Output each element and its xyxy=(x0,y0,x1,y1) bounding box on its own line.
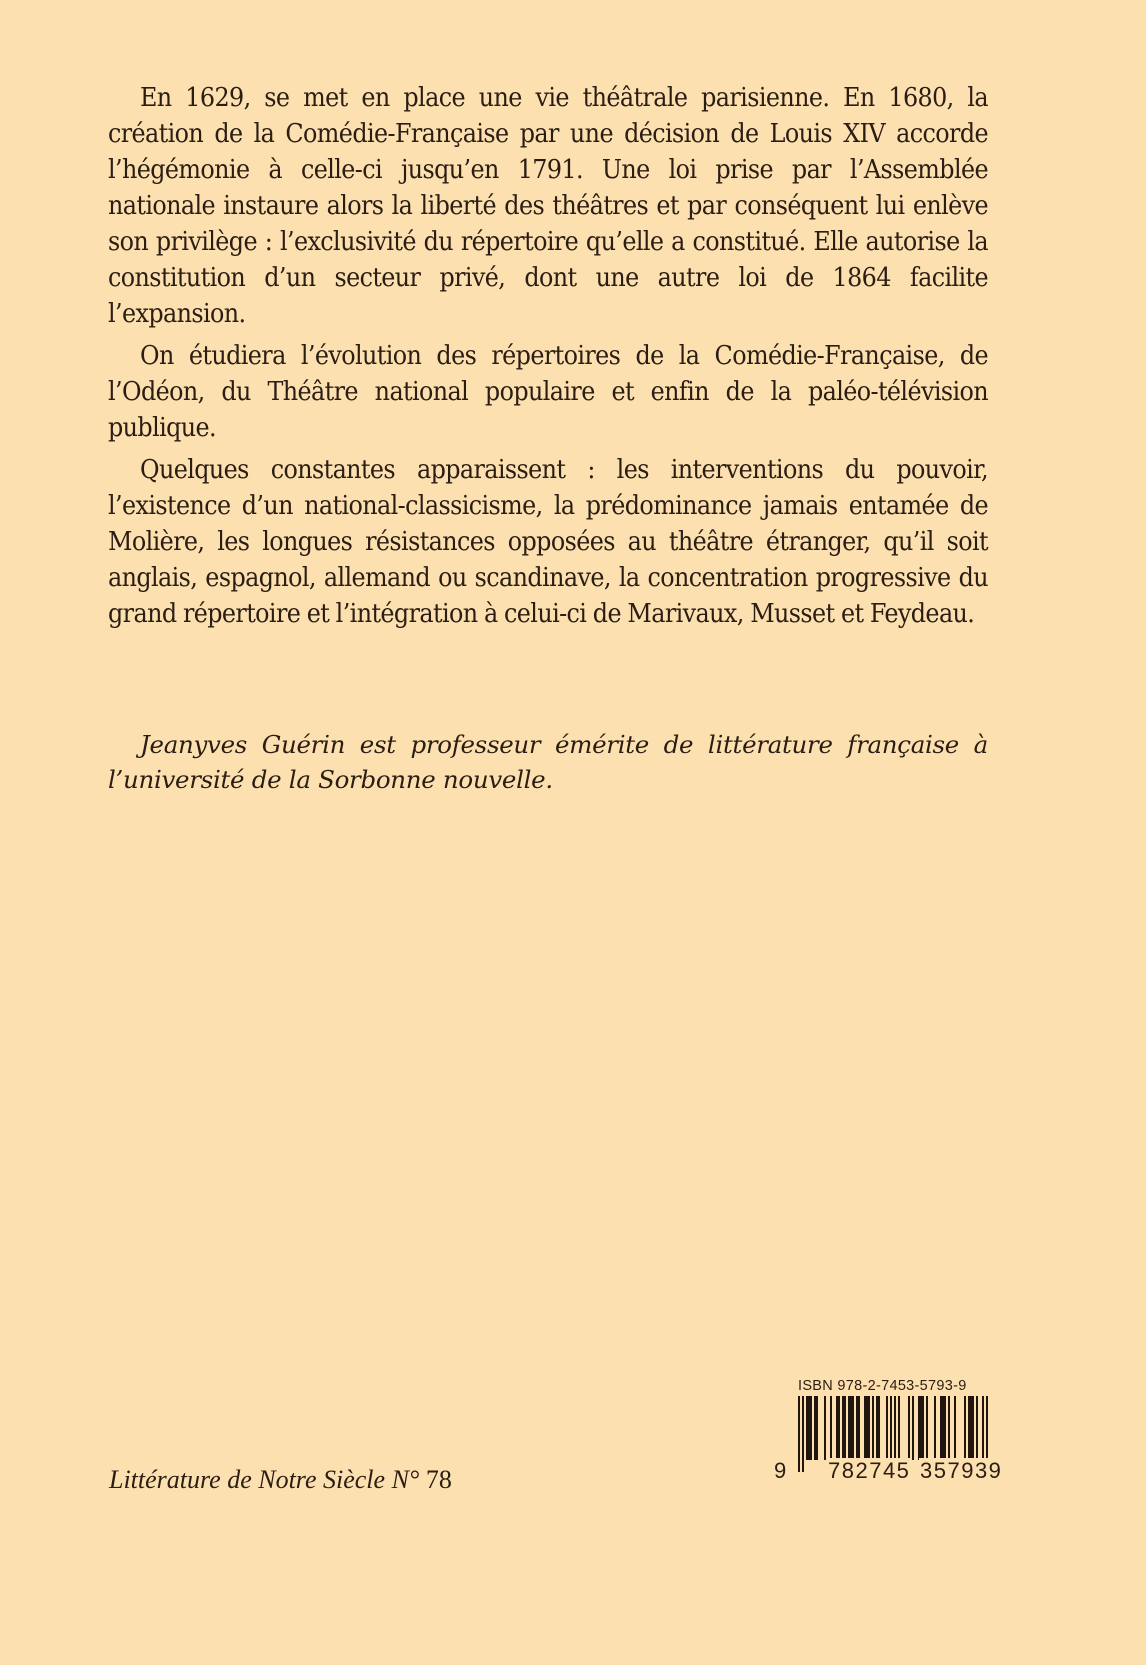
barcode-bar xyxy=(842,1396,846,1460)
barcode-bar xyxy=(964,1396,966,1460)
isbn-label: ISBN 978-2-7453-5793-9 xyxy=(798,1378,967,1394)
barcode-row xyxy=(774,1396,1010,1484)
barcode-bar xyxy=(876,1396,880,1460)
barcode-bar xyxy=(836,1396,840,1460)
barcode-bar xyxy=(908,1396,910,1460)
blurb-paragraph-findings: Quelques constantes apparaissent : les interventions du pouvoir, l’existence d’un national-classicisme, la prédominance jamais entamée de Molière, les longues résistances opposées au théâtre étranger, qu’il soit anglais, espagnol, allemand ou scandinave, la concentration progressive du grand répertoire et l’intégration à celui-ci de Marivaux, Musset et Feydeau. xyxy=(108,454,988,629)
barcode-bar xyxy=(934,1396,936,1460)
series-number: 78 xyxy=(425,1465,452,1494)
barcode-bar xyxy=(864,1396,870,1460)
barcode-guard-bar xyxy=(798,1396,800,1472)
barcode-guard-bar xyxy=(802,1396,804,1472)
blurb-paragraph-scope: On étudiera l’évolution des répertoires de la Comédie-Française, de l’Odéon, du Théâtre national populaire et enfin de la paléo-télévision publique. xyxy=(108,340,988,443)
barcode-bar xyxy=(948,1396,950,1460)
barcode-bar xyxy=(898,1396,900,1460)
barcode-bar xyxy=(824,1396,826,1460)
barcode-bar xyxy=(830,1396,832,1460)
barcode-bar xyxy=(940,1396,946,1460)
ean-right-group: 357939 xyxy=(920,1458,1003,1483)
barcode-bar xyxy=(872,1396,874,1460)
barcode-bar xyxy=(918,1396,924,1460)
barcode-bar xyxy=(856,1396,860,1460)
ean-first-digit: 9 xyxy=(774,1458,787,1483)
barcode-bar xyxy=(968,1396,974,1460)
barcode-bar xyxy=(976,1396,978,1460)
barcode-bar xyxy=(848,1396,854,1460)
barcode-bar xyxy=(926,1396,928,1460)
back-cover-blurb xyxy=(108,80,988,632)
barcode-bar xyxy=(912,1396,914,1460)
blurb-paragraph-history: En 1629, se met en place une vie théâtrale parisienne. En 1680, la création de la Comédie-Française par une décision de Louis XIV accorde l’hégémonie à celle-ci jusqu’en 1791. Une loi prise par l’Assemblée nationale instaure alors la liberté des théâtres et par conséquent lui enlève son privilège : l’exclusivité du répertoire qu’elle a constitué. Elle autorise la constitution d’un secteur privé, dont une autre loi de 1864 facilite l’expansion. xyxy=(108,82,988,329)
ean-left-group: 782745 xyxy=(828,1458,911,1483)
author-bio: Jeanyves Guérin est professeur émérite de littérature française à l’université de la Sorbonne nouvelle. xyxy=(108,730,988,794)
barcode-bar xyxy=(886,1396,888,1460)
barcode-bar xyxy=(814,1396,818,1460)
isbn-barcode xyxy=(774,1378,1010,1484)
barcode-bar xyxy=(954,1396,956,1460)
series-name: Littérature de Notre Siècle N° xyxy=(109,1465,420,1494)
barcode-bar xyxy=(806,1396,812,1460)
series-title xyxy=(109,1464,452,1496)
